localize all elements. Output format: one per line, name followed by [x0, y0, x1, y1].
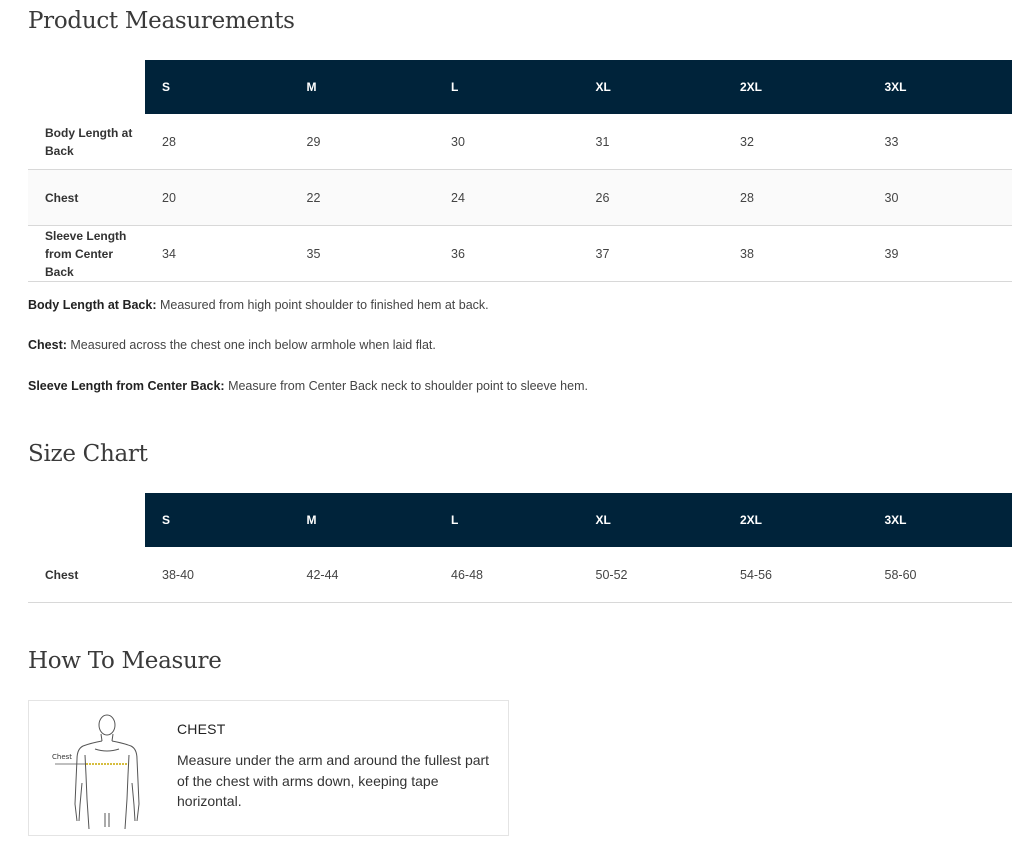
table-cell: 38-40 — [162, 567, 194, 582]
table-cell: 37 — [595, 246, 610, 261]
product-measurements-table — [28, 60, 1012, 282]
row-label: Chest — [45, 190, 79, 205]
figure-label: Chest — [52, 753, 73, 761]
table-row — [28, 170, 1012, 226]
table-cell: 33 — [884, 134, 899, 149]
size-header: 3XL — [868, 493, 1013, 547]
chest-measure-card — [28, 700, 509, 836]
size-header: 3XL — [868, 60, 1013, 114]
table-cell: 22 — [306, 190, 321, 205]
table-cell: 28 — [740, 190, 754, 205]
table-cell: 29 — [306, 134, 321, 149]
table-cell: 36 — [451, 246, 465, 261]
table-cell: 34 — [162, 246, 176, 261]
definition-term: Sleeve Length from Center Back: — [28, 379, 225, 393]
definition-text: Measured from high point shoulder to finished hem at back. — [156, 298, 489, 312]
table-cell: 26 — [595, 190, 610, 205]
table-cell: 39 — [884, 246, 899, 261]
size-header: 2XL — [723, 60, 868, 114]
table-cell: 32 — [740, 134, 754, 149]
table-row — [28, 226, 1012, 282]
row-label: Chest — [45, 567, 79, 582]
table-row — [28, 547, 1012, 603]
row-label: Body Length at Back — [45, 125, 133, 158]
definition-text: Measure from Center Back neck to shoulder point to sleeve hem. — [224, 379, 588, 393]
table-row — [28, 114, 1012, 170]
table-cell: 38 — [740, 246, 754, 261]
table-header-row — [28, 493, 1012, 547]
table-cell: 30 — [451, 134, 465, 149]
table-cell: 20 — [162, 190, 176, 205]
table-header-row — [28, 60, 1012, 114]
size-chart-table — [28, 493, 1012, 603]
table-cell: 54-56 — [740, 567, 772, 582]
table-cell: 50-52 — [595, 567, 628, 582]
definition-body-length — [28, 298, 489, 312]
product-measurements-heading: Product Measurements — [28, 8, 295, 34]
size-header: 2XL — [723, 493, 868, 547]
table-cell: 35 — [306, 246, 321, 261]
size-chart-heading: Size Chart — [28, 441, 148, 467]
body-outline-icon — [45, 709, 169, 829]
table-cell: 42-44 — [306, 567, 339, 582]
body-figure-illustration — [45, 709, 169, 829]
table-cell: 58-60 — [884, 567, 917, 582]
definition-text: Measured across the chest one inch below armhole when laid flat. — [66, 338, 436, 352]
table-cell: 46-48 — [451, 567, 483, 582]
size-header: L — [434, 60, 579, 114]
size-header: S — [145, 493, 290, 547]
size-header: M — [290, 493, 435, 547]
size-header: M — [290, 60, 435, 114]
card-title: CHEST — [177, 721, 226, 737]
how-to-measure-heading: How To Measure — [28, 648, 222, 674]
size-header: XL — [579, 60, 724, 114]
size-header: L — [434, 493, 579, 547]
size-header: XL — [579, 493, 724, 547]
definition-term: Body Length at Back: — [28, 298, 157, 312]
row-label: Sleeve Length from Center Back — [45, 228, 127, 279]
card-description: Measure under the arm and around the fullest part of the chest with arms down, keeping tape horizontal. — [177, 752, 490, 809]
table-cell: 31 — [595, 134, 610, 149]
table-cell: 28 — [162, 134, 176, 149]
definition-term: Chest: — [28, 338, 67, 352]
table-cell: 30 — [884, 190, 899, 205]
definition-sleeve-length — [28, 379, 588, 393]
size-header: S — [145, 60, 290, 114]
definition-chest — [28, 338, 436, 352]
table-cell: 24 — [451, 190, 465, 205]
